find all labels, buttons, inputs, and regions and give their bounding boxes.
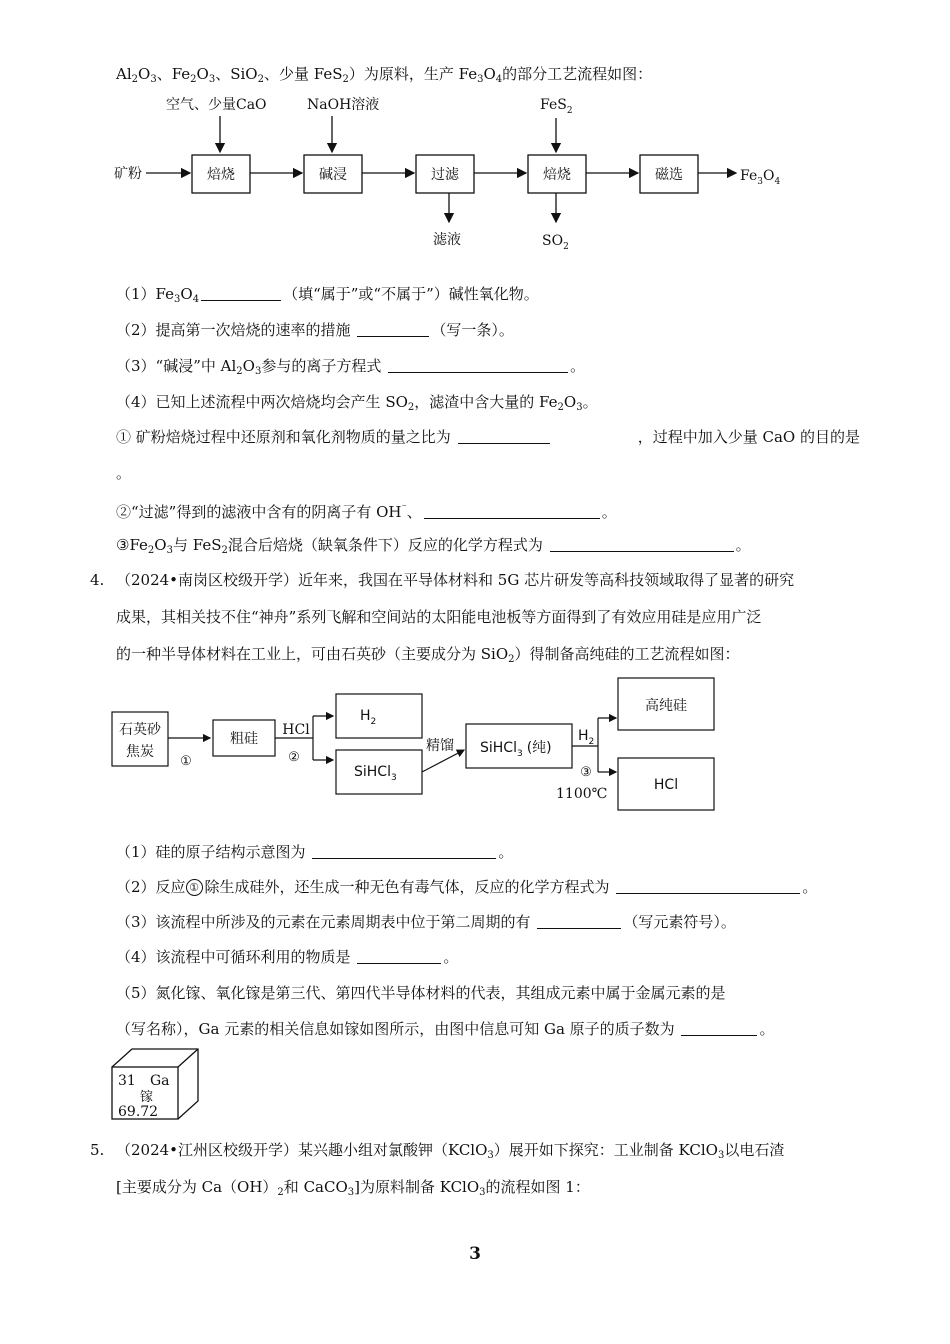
flow2-h2-box: [336, 694, 422, 738]
answer-blank[interactable]: [357, 949, 441, 964]
gallium-element-card: [110, 1047, 200, 1121]
q3-sub2: ②“过滤”得到的滤液中含有的阴离子有 OH⁻、 。: [116, 503, 617, 521]
answer-blank[interactable]: [458, 429, 550, 444]
svg-text:焦炭: 焦炭: [126, 744, 154, 760]
page-number: 3: [469, 1244, 481, 1264]
answer-blank[interactable]: [201, 286, 281, 301]
q3-sub1: ① 矿粉焙烧过程中还原剂和氧化剂物质的量之比为 ，过程中加入少量 CaO 的目的是: [116, 428, 860, 446]
q4-part4: （4）该流程中可循环利用的物质是 。: [116, 948, 459, 966]
q5-stem-line1: （2024•江州区校级开学）某兴趣小组对氯酸钾（KClO$_3$）展开如下探究：工业制备 KClO$_3$以电石渣: [116, 1141, 785, 1161]
q3-part3: （3）“碱浸”中 $Al_2O_3$参与的离子方程式 。: [116, 357, 586, 377]
flow1-start-ore: 矿粉: [114, 166, 142, 182]
process-flow-diagram-1: [100, 88, 800, 258]
svg-text:石英砂: 石英砂: [119, 722, 161, 738]
q4-part5-line2: （写名称），Ga 元素的相关信息如镓如图所示，由图中信息可知 Ga 原子的质子数为 。: [116, 1020, 775, 1038]
flow2-step3-label: ③: [580, 765, 592, 780]
flow1-output-so2: $SO_2$: [542, 233, 569, 252]
answer-blank[interactable]: [537, 914, 621, 929]
ga-symbol: Ga: [150, 1073, 170, 1089]
q4-number: 4.: [90, 571, 105, 589]
svg-text:SiHCl3: SiHCl$_3$: [354, 764, 397, 783]
answer-blank[interactable]: [388, 358, 568, 373]
answer-blank[interactable]: [681, 1021, 757, 1036]
q3-part1: $(1)Fe_3O_4$ （填“属于”或“不属于”）碱性氧化物。: [116, 285, 539, 305]
flow2-hcl-reagent: HCl: [282, 722, 310, 738]
svg-text:HCl: HCl: [653, 777, 679, 793]
svg-text:焙烧: 焙烧: [543, 167, 571, 183]
q4-stem-line1: （2024•南岗区校级开学）近年来，我国在平导体材料和 5G 芯片研发等高科技领域取得了显著的研究: [116, 571, 795, 589]
svg-text:过滤: 过滤: [431, 167, 459, 183]
q4-part2: （2）反应 ① 除生成硅外，还生成一种无色有毒气体，反应的化学方程式为 。: [116, 878, 818, 896]
flow2-step2-label: ②: [288, 750, 300, 765]
answer-blank[interactable]: [357, 322, 429, 337]
q3-part4: （4）已知上述流程中两次焙烧均会产生 $SO_2$，滤渣中含大量的 $Fe_2O_3$。: [116, 393, 598, 413]
svg-text:粗硅: 粗硅: [230, 731, 258, 747]
answer-blank[interactable]: [312, 844, 496, 859]
ga-atomic-mass: 69.72: [118, 1104, 159, 1120]
q4-part3: （3）该流程中所涉及的元素在元素周期表中位于第二周期的有 （写元素符号）。: [116, 913, 736, 931]
answer-blank[interactable]: [424, 504, 600, 519]
flow1-input-naoh: NaOH溶液: [307, 97, 380, 113]
q5-number: 5.: [90, 1141, 105, 1159]
answer-blank[interactable]: [550, 537, 734, 552]
answer-blank[interactable]: [616, 879, 800, 894]
q4-part5-line1: （5）氮化镓、氧化镓是第三代、第四代半导体材料的代表，其组成元素中属于金属元素的是: [116, 984, 726, 1002]
process-flow-diagram-2: [108, 672, 728, 817]
flow2-h2-reagent: $H_2$: [578, 728, 595, 747]
intro-line: $Al_2O_3$、$Fe_2O_3$、SiO$_2$、少量 FeS$_2$）为原料，生产 $Fe_3O_4$的部分工艺流程如图：: [116, 65, 653, 85]
svg-text:SiHCl3(纯): SiHCl$_3$ (纯): [480, 740, 552, 759]
flow1-input-air-cao: 空气、少量CaO: [166, 97, 267, 113]
flow2-temperature: 1100℃: [556, 786, 608, 802]
flow1-input-fes2: FeS$_2$: [540, 97, 573, 116]
q4-stem-line2: 成果，其相关技不住“神舟”系列飞解和空间站的太阳能电池板等方面得到了有效应用硅是应用广泛: [116, 608, 762, 626]
q5-stem-line2: [主要成分为 $Ca(OH)_2$和 CaCO$_3$]为原料制备 KClO$_3$的流程如图 1：: [116, 1178, 590, 1198]
q3-sub1-end: 。: [116, 464, 132, 482]
ga-atomic-number: 31: [118, 1073, 136, 1089]
svg-text:磁选: 磁选: [655, 167, 683, 183]
svg-text:H2: $H_2$: [360, 708, 377, 727]
svg-text:焙烧: 焙烧: [207, 167, 235, 183]
q4-part1: （1）硅的原子结构示意图为 。: [116, 843, 514, 861]
svg-text:碱浸: 碱浸: [319, 167, 347, 183]
svg-text:高纯硅: 高纯硅: [645, 698, 687, 714]
q3-part2: （2）提高第一次焙烧的速率的措施 （写一条）。: [116, 321, 514, 339]
flow1-end-fe3o4: $Fe_3O_4$: [740, 168, 781, 187]
flow2-step1-label: ①: [180, 754, 192, 769]
flow1-output-filtrate: 滤液: [433, 232, 461, 248]
q4-stem-line3: 的一种半导体材料在工业上，可由石英砂（主要成分为 SiO$_2$）得制备高纯硅的工艺流程如图：: [116, 645, 740, 665]
flow2-distill-label: 精馏: [426, 738, 454, 754]
ga-name: 镓: [140, 1090, 154, 1105]
q3-sub3: $③Fe_2O_3$与 FeS$_2$混合后焙烧（缺氧条件下）反应的化学方程式为 。: [116, 536, 751, 556]
